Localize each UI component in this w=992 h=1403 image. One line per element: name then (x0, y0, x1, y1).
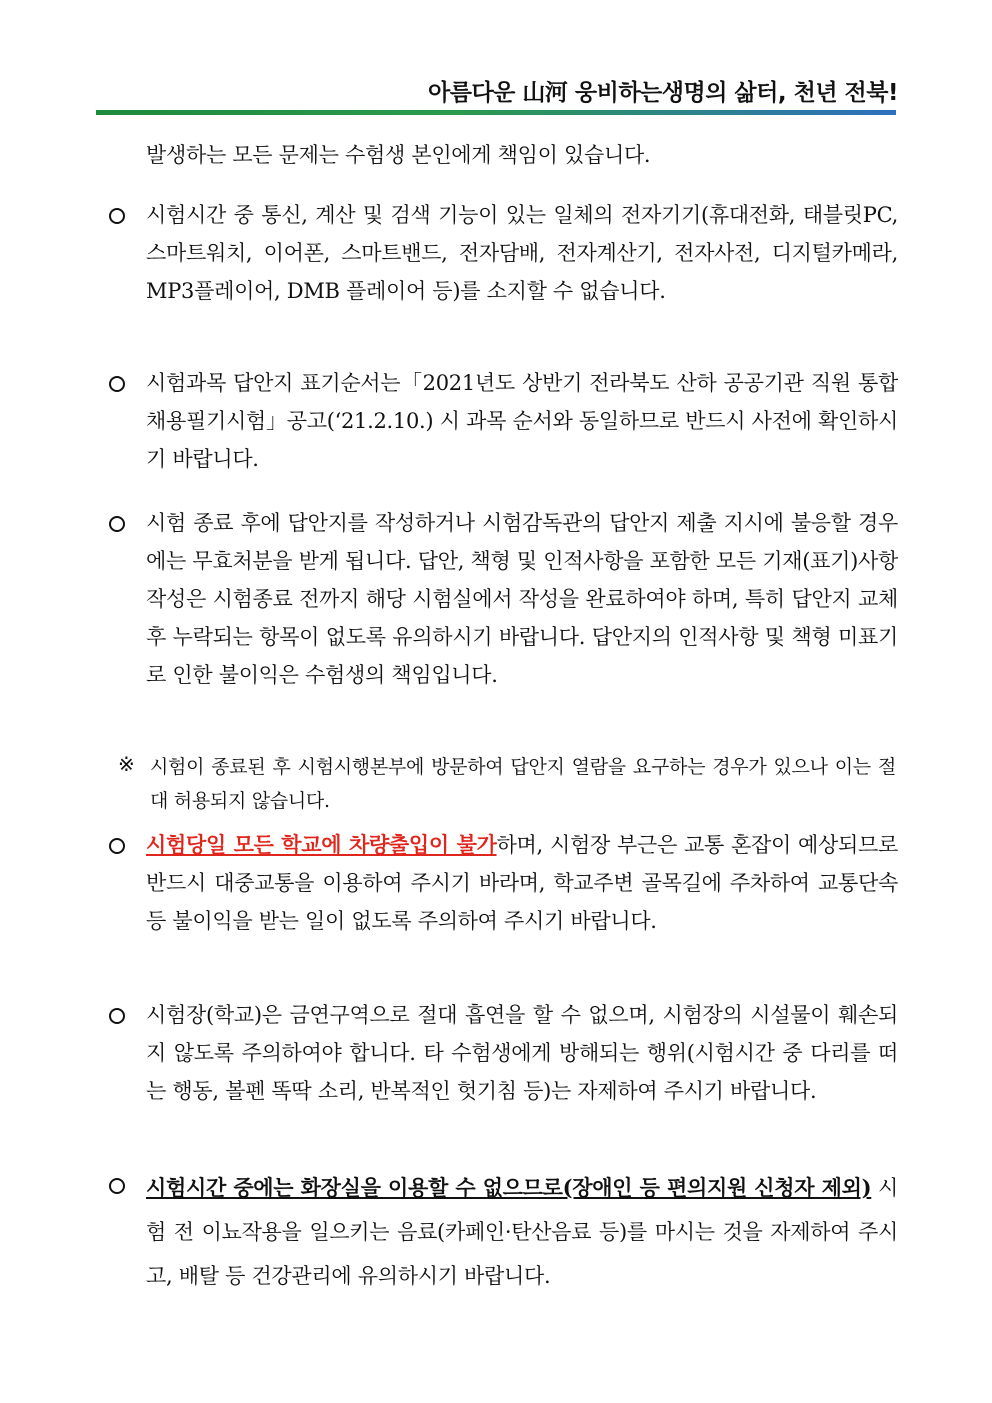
header-title: 아름다운 山河 웅비하는생명의 삶터, 천년 전북! (428, 80, 898, 106)
notice-item-vehicle (146, 826, 898, 940)
bullet-circle (109, 1008, 125, 1024)
header-rule (96, 110, 896, 115)
note-text: 시험이 종료된 후 시험시행본부에 방문하여 답안지 열람을 요구하는 경우가 있으나 이는 절대 허용되지 않습니다. (150, 756, 896, 812)
bullet-circle (109, 208, 125, 224)
notice-item-exam-end: 시험 종료 후에 답안지를 작성하거나 시험감독관의 답안지 제출 지시에 불응할 경우에는 무효처분을 받게 됩니다. 답안, 책형 및 인적사항을 포함한 모든 기재(표기)사항 작성은 시험종료 전까지 해당 시험실에서 작성을 완료하여야 하며, 특히 답안지 교체 후 누락되는 항목이 없도록 유의하시기 바랍니다. 답안지의 인적사항 및 책형 미표기로 인한 불이익은 수험생의 책임입니다. (146, 511, 898, 687)
note-mark: ※ (118, 752, 135, 776)
continuation-text: 발생하는 모든 문제는 수험생 본인에게 책임이 있습니다. (146, 143, 651, 167)
vehicle-warning-text: 하며, 시험장 부근은 교통 혼잡이 예상되므로 반드시 대중교통을 이용하여 주시기 바라며, 학교주변 골목길에 주차하여 교통단속 등 불이익을 받는 일이 없도록 주의하여 주시기 바랍니다. (146, 833, 898, 933)
restroom-emphasis: 시험시간 중에는 화장실을 이용할 수 없으므로(장애인 등 편의지원 신청자 제외) (146, 1175, 872, 1200)
bullet-circle (109, 1178, 125, 1194)
notice-item-answer-order: 시험과목 답안지 표기순서는「2021년도 상반기 전라북도 산하 공공기관 직원 통합채용필기시험」공고(‘21.2.10.) 시 과목 순서와 동일하므로 반드시 사전에 확인하시기 바랍니다. (146, 371, 898, 471)
notice-item-devices: 시험시간 중 통신, 계산 및 검색 기능이 있는 일체의 전자기기(휴대전화, 태블릿PC, 스마트워치, 이어폰, 스마트밴드, 전자담배, 전자계산기, 전자사전, 디지털카메라, MP3플레이어, DMB 플레이어 등)를 소지할 수 없습니다. (146, 203, 898, 303)
restroom-text: 시험 전 이뇨작용을 일으키는 음료(카페인·탄산음료 등)를 마시는 것을 자제하여 주시고, 배탈 등 건강관리에 유의하시기 바랍니다. (146, 1176, 898, 1288)
notice-item-restroom (146, 1166, 898, 1298)
bullet-circle (109, 838, 125, 854)
notice-item-no-smoking: 시험장(학교)은 금연구역으로 절대 흡연을 할 수 없으며, 시험장의 시설물이 훼손되지 않도록 주의하여야 합니다. 타 수험생에게 방해되는 행위(시험시간 중 다리를 떠는 행동, 볼펜 똑딱 소리, 반복적인 헛기침 등)는 자제하여 주시기 바랍니다. (146, 1003, 898, 1103)
vehicle-warning-highlight: 시험당일 모든 학교에 차량출입이 불가 (146, 832, 497, 857)
bullet-circle (109, 376, 125, 392)
bullet-circle (109, 516, 125, 532)
